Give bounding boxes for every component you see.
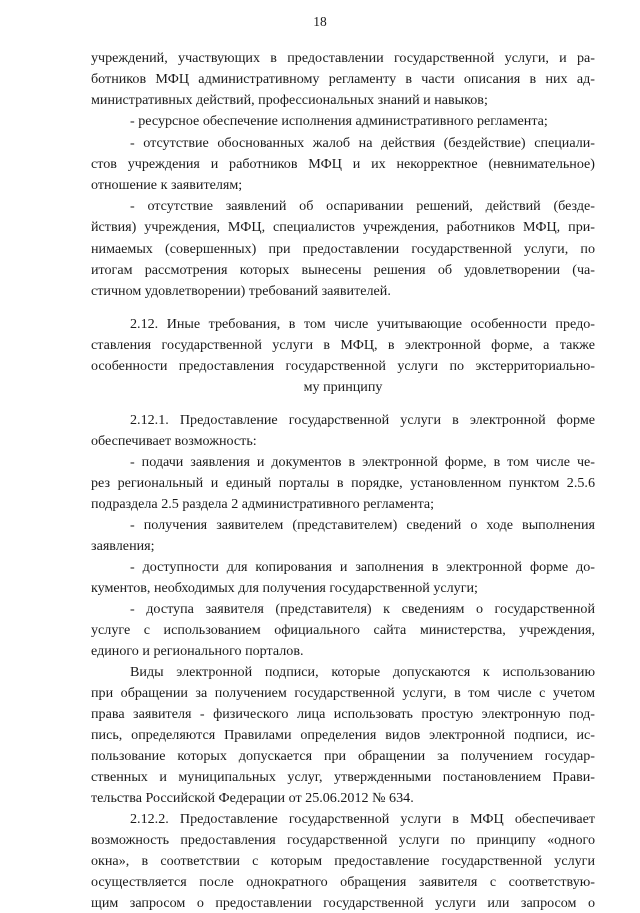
text-line: 2.12.2. Предоставление государственной услуги в МФЦ обеспечивает: [130, 811, 595, 827]
text-line: итогам рассмотрения которых вынесены решения об удовлетворении (ча-: [91, 262, 595, 278]
text-line: пользование которых допускается при обращении за получением государ-: [91, 748, 595, 764]
text-line: - доступа заявителя (представителя) к сведениям о государственной: [130, 601, 595, 617]
text-line: - получения заявителем (представителем) сведений о ходе выполнения: [130, 517, 595, 533]
text-line: - ресурсное обеспечение исполнения административного регламента;: [130, 113, 548, 129]
heading-line: особенности предоставления государственной услуги по экстерриториально-: [91, 358, 595, 374]
text-line: подраздела 2.5 раздела 2 административного регламента;: [91, 496, 435, 512]
text-line: министративных действий, профессиональных знаний и навыков;: [91, 92, 488, 108]
text-line: услуге с использованием официального сайта министерства, учреждения,: [91, 622, 595, 638]
text-line: - доступности для копирования и заполнения в электронной форме до-: [130, 559, 595, 575]
page-number: 18: [313, 14, 327, 29]
text-line: йствия) учреждения, МФЦ, специалистов учреждения, работников МФЦ, при-: [91, 219, 595, 235]
text-line: нимаемых (совершенных) при предоставлении государственной услуги, по: [91, 241, 595, 257]
text-line: 2.12.1. Предоставление государственной услуги в электронной форме: [130, 412, 595, 428]
heading-line: му принципу: [303, 379, 383, 395]
heading-line: 2.12. Иные требования, в том числе учитывающие особенности предо-: [130, 316, 595, 332]
text-line: - отсутствие обоснованных жалоб на действия (бездействие) специали-: [130, 135, 595, 151]
text-line: кументов, необходимых для получения государственной услуги;: [91, 580, 478, 596]
text-line: окна», в соответствии с которым предоставление государственной услуги: [91, 853, 595, 869]
heading-line: ставления государственной услуги в МФЦ, в электронной форме, а также: [91, 337, 595, 353]
text-line: учреждений, участвующих в предоставлении государственной услуги, и ра-: [91, 50, 595, 66]
text-line: права заявителя - физического лица использовать простую электронную под-: [91, 706, 595, 722]
text-line: стичном удовлетворении) требований заявителей.: [91, 283, 391, 299]
text-line: щим запросом о предоставлении государственной услуги или запросом о: [91, 895, 595, 911]
text-line: при обращении за получением государственной услуги, в том числе с учетом: [91, 685, 595, 701]
text-line: - подачи заявления и документов в электронной форме, в том числе че-: [130, 454, 595, 470]
text-line: рез региональный и единый порталы в порядке, установленном пунктом 2.5.6: [91, 475, 595, 491]
text-line: осуществляется после однократного обращения заявителя с соответствую-: [91, 874, 595, 890]
text-line: заявления;: [91, 538, 155, 554]
text-line: отношение к заявителям;: [91, 177, 243, 193]
text-line: - отсутствие заявлений об оспаривании решений, действий (безде-: [130, 198, 595, 214]
text-line: возможность предоставления государственной услуги по принципу «одного: [91, 832, 595, 848]
text-line: пись, определяются Правилами определения видов электронной подписи, ис-: [91, 727, 595, 743]
text-line: Виды электронной подписи, которые допускаются к использованию: [130, 664, 595, 680]
text-line: тельства Российской Федерации от 25.06.2012 № 634.: [91, 790, 414, 806]
text-line: ственных и муниципальных услуг, утвержденными постановлением Прави-: [91, 769, 595, 785]
text-line: ботников МФЦ административному регламенту в части описания в них ад-: [91, 71, 595, 87]
text-line: обеспечивает возможность:: [91, 433, 257, 449]
text-line: стов учреждения и работников МФЦ и их некорректное (невнимательное): [91, 156, 595, 172]
text-line: единого и регионального порталов.: [91, 643, 304, 659]
